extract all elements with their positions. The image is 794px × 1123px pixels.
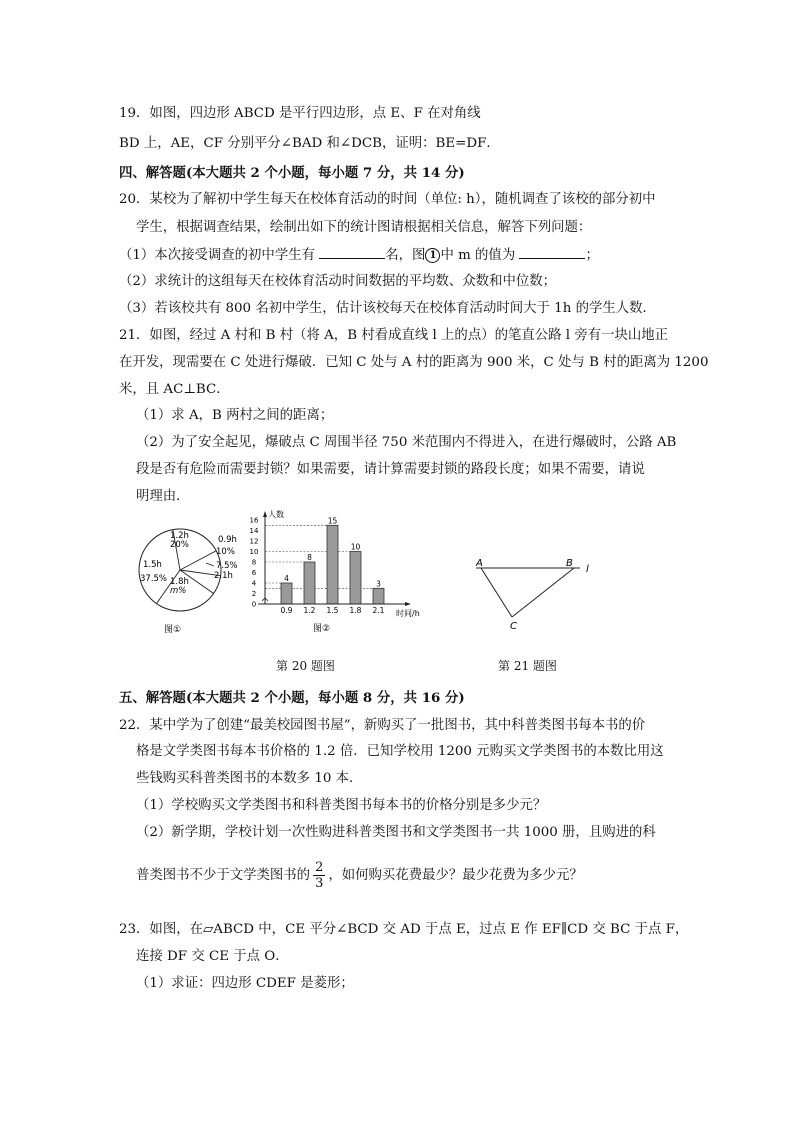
q20-item1-c: 中 m 的值为 [440, 248, 516, 263]
q21-item2-line1: （2）为了安全起见，爆破点 C 周围半径 750 米范围内不得进入，在进行爆破时，公路 AB [136, 435, 677, 450]
bar-value-label: 10 [350, 542, 361, 552]
q23-line1: 23．如图，在▱ABCD 中，CE 平分∠BCD 交 AD 于点 E，过点 E 作 EF∥CD 交 BC 于点 F， [119, 922, 689, 937]
pie-label-10pct: 10% [216, 547, 235, 557]
pie-label-1-8h: 1.8h [170, 577, 189, 587]
q20-line2: 学生，根据调查结果，绘制出如下的统计图请根据相关信息，解答下列问题： [136, 220, 592, 235]
bar-1.8 [350, 552, 361, 605]
pie-label-20pct: 20% [170, 540, 189, 550]
pie-label-1-2h: 1.2h [170, 531, 189, 541]
line-l-label: l [586, 564, 589, 575]
q20-item3: （3）若该校共有 800 名初中学生，估计该校每天在校体育活动时间大于 1h 的学生人数． [119, 301, 656, 316]
q20-item1-a: （1）本次接受调查的初中学生有 [119, 248, 315, 263]
bar-chart [248, 508, 438, 636]
bar-value-label: 4 [284, 574, 289, 583]
q19-line1: 19．如图，四边形 ABCD 是平行四边形，点 E、F 在对角线 [119, 106, 481, 121]
y-tick-label: 0 [251, 600, 257, 609]
pie-label-1-5h: 1.5h [143, 560, 162, 570]
y-tick-label: 10 [249, 548, 259, 556]
fraction-denominator: 3 [315, 876, 324, 891]
q21-line3: 米，且 AC⊥BC． [119, 382, 230, 397]
answer-blank-1[interactable] [319, 246, 385, 259]
pie-label-0-9h: 0.9h [218, 535, 237, 545]
q22-line3: 些钱购买科普类图书的本数多 10 本． [136, 771, 363, 786]
q22-item2-line2a: 普类图书不少于文学类图书的 [136, 868, 311, 883]
answer-blank-2[interactable] [519, 246, 585, 259]
figure21-caption: 第 21 题图 [498, 659, 557, 673]
q22-item2-line1: （2）新学期，学校计划一次性购进科普类图书和文学类图书一共 1000 册，且购进的科 [136, 825, 656, 840]
q20-item1-b: 名，图 [385, 248, 426, 263]
q21-line1: 21．如图，经过 A 村和 B 村（将 A，B 村看成直线 l 上的点）的笔直公路 l 旁有一块山地正 [119, 328, 669, 343]
fraction-two-thirds [313, 860, 325, 891]
q22-item1: （1）学校购买文学类图书和科普类图书每本书的价格分别是多少元？ [136, 798, 547, 813]
x-tick-label: 2.1 [372, 606, 385, 615]
bar-2.1 [373, 588, 384, 604]
q20-item1 [119, 246, 599, 265]
bar-caption: 图② [313, 624, 331, 634]
pie-label-2-1h: 2.1h [214, 571, 233, 581]
bar-value-label: 15 [327, 516, 338, 526]
q22-line1: 22．某中学为了创建“最美校园图书屋”，新购买了一批图书，其中科普类图书每本书的价 [119, 718, 646, 733]
figure20-caption: 第 20 题图 [276, 659, 335, 673]
pie-label-7-5pct: 7.5% [216, 561, 238, 571]
q20-line1: 20．某校为了解初中学生每天在校体育活动的时间（单位: h），随机调查了该校的部分初中 [119, 192, 656, 207]
x-axis-arrow [405, 602, 411, 606]
pie-leader-line [206, 563, 214, 566]
q21-item2-line2: 段是否有危险而需要封锁？如果需要，请计算需要封锁的路段长度；如果不需要，请说 [136, 462, 645, 477]
y-tick-label: 8 [251, 558, 257, 567]
bar-value-label: 3 [376, 579, 381, 589]
q23-item1: （1）求证：四边形 CDEF 是菱形； [136, 976, 354, 991]
pie-outer-labels [200, 530, 250, 585]
y-tick-label: 12 [249, 537, 259, 546]
section4-title: 四、解答题(本大题共 2 个小题，每小题 7 分，共 14 分) [119, 165, 465, 181]
bar-ylabel: 人数 [268, 510, 284, 519]
section5-title: 五、解答题(本大题共 2 个小题，每小题 8 分，共 16 分) [119, 690, 465, 706]
bar-1.2 [304, 562, 315, 604]
x-tick-label: 1.5 [326, 606, 339, 615]
q22-item2-line2b: ，如何购买花费最少？最少花费为多少元？ [328, 868, 583, 883]
segment-AC [481, 568, 512, 617]
bar-xlabel: 时间/h [396, 609, 420, 618]
pie-caption: 图① [164, 625, 182, 635]
bar-marks [281, 516, 384, 604]
circled-one: 1 [425, 248, 440, 263]
y-tick-label: 14 [249, 527, 259, 535]
bar-0.9 [281, 583, 292, 604]
y-tick-label: 4 [251, 579, 257, 588]
y-tick-label: 16 [249, 516, 259, 525]
q21-item2-line3: 明理由． [136, 489, 190, 504]
bar-y-ticks [250, 517, 259, 609]
q21-line2: 在开发，现需要在 C 处进行爆破．已知 C 处与 A 村的距离为 900 米，C 处与 B 村的距离为 1200 [119, 355, 709, 370]
y-tick-label: 2 [251, 590, 257, 598]
triangle-figure [470, 555, 595, 635]
q21-item1: （1）求 A，B 两村之间的距离； [136, 408, 334, 423]
point-B-label: B [566, 558, 573, 569]
q22-line2: 格是文学类图书每本书价格的 1.2 倍．已知学校用 1200 元购买文学类图书的本数比用这 [136, 744, 664, 759]
point-A-label: A [476, 558, 483, 569]
pie-label-37-5pct: 37.5% [140, 574, 168, 584]
q20-item2: （2）求统计的这组每天在校体育活动时间数据的平均数、众数和中位数； [119, 274, 557, 289]
fraction-numerator: 2 [315, 860, 324, 875]
point-C-label: C [510, 621, 517, 632]
y-tick-label: 6 [251, 569, 257, 577]
q19-line2: BD 上，AE，CF 分别平分∠BAD 和∠DCB，证明：BE=DF． [119, 136, 500, 151]
q22-item2-line2 [136, 858, 583, 894]
x-tick-label: 1.8 [349, 606, 362, 615]
q23-line2: 连接 DF 交 CE 于点 O． [136, 949, 289, 964]
x-tick-label: 1.2 [303, 606, 316, 615]
bar-value-label: 8 [307, 553, 312, 562]
pie-label-m-pct: m% [170, 586, 187, 596]
bar-1.5 [327, 525, 338, 604]
q20-item1-d: ； [585, 248, 599, 263]
segment-BC [512, 568, 574, 617]
y-axis-arrow [263, 511, 267, 517]
bar-x-tick-labels [281, 606, 385, 615]
x-tick-label: 0.9 [280, 606, 293, 615]
